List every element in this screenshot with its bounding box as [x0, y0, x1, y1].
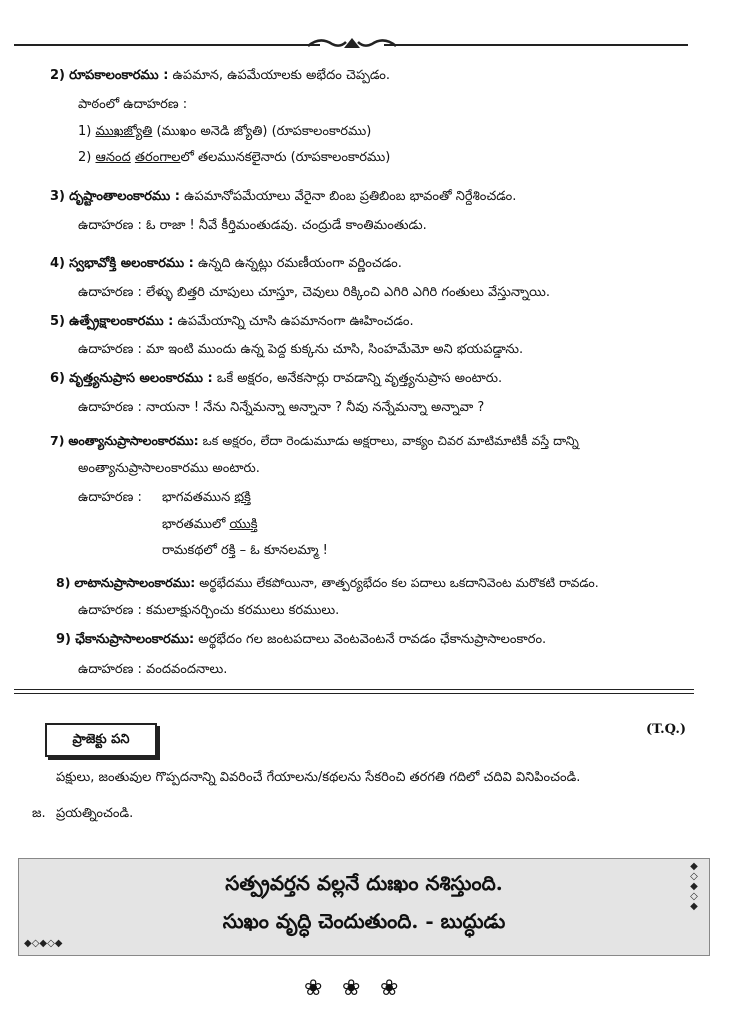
item-5	[50, 314, 414, 332]
example-text: (ముఖం అనెడి జ్యోతి) (రూపకాలంకారము)	[152, 124, 372, 139]
item-number: 4)	[50, 256, 65, 271]
item-definition: అర్థభేదం గల జంటపదాలు వెంటవెంటనే రావడం ఛేకానుప్రాసాలంకారం.	[194, 632, 547, 647]
item-number: 5)	[50, 314, 65, 329]
item-definition: ఉన్నది ఉన్నట్లు రమణీయంగా వర్ణించడం.	[193, 256, 402, 271]
floral-ornament-icon: ❀	[342, 976, 361, 1001]
underlined-word: యుక్తి	[229, 517, 258, 532]
example-text: లో తలమునకలైనారు (రూపకాలంకారము)	[180, 150, 391, 165]
item-7-continuation: అంత్యానుప్రాసాలంకారము అంటారు.	[78, 461, 260, 476]
example-5: ఉదాహరణ : మా ఇంటి ముందు ఉన్న పెద్ద కుక్కను చూసి, సింహమేమో అని భయపడ్డాను.	[78, 342, 524, 357]
project-instruction: పక్షులు, జంతువుల గొప్పదనాన్ని వివరించే గేయాలను/కథలను సేకరించి తరగతి గదిలో చదివి వినిపించండి.	[56, 770, 581, 785]
example-7-line-1	[162, 490, 251, 508]
answer-label: జ.	[32, 806, 46, 821]
project-work-title: ప్రాజెక్టు పని	[45, 723, 157, 757]
quote-line-1: సత్ప్రవర్తన వల్లనే దుఃఖం నశిస్తుంది.	[225, 871, 503, 895]
underlined-word: భక్తి	[234, 490, 251, 505]
item-term: లాటానుప్రాసాలంకారము:	[74, 575, 196, 590]
underlined-word: తరంగాల	[134, 150, 181, 165]
example-9: ఉదాహరణ : వందవందనాలు.	[78, 662, 228, 677]
item-term: ఉత్ప్రేక్షాలంకారము :	[69, 314, 174, 329]
underlined-word: ఆనంద	[95, 150, 131, 165]
quote-box	[18, 858, 710, 956]
item-3	[50, 189, 516, 207]
floral-ornament-icon: ❀	[380, 976, 399, 1001]
item-number: 2)	[50, 68, 65, 83]
section-divider	[14, 689, 694, 690]
item-definition: ఒక అక్షరం, లేదా రెండుమూడు అక్షరాలు, వాక్యం చివర మాటిమాటికీ వస్తే దాన్ని	[198, 433, 579, 448]
item-term: స్వభావోక్తి అలంకారము :	[69, 256, 194, 271]
ornament-flourish	[306, 34, 398, 54]
item-number: 6)	[50, 371, 65, 386]
item-9	[56, 632, 546, 650]
example-8: ఉదాహరణ : కమలాక్షునర్చించు కరములు కరములు.	[78, 603, 340, 618]
item-term: దృష్టాంతాలంకారము :	[69, 189, 180, 204]
top-rule-left	[14, 44, 320, 46]
example-6: ఉదాహరణ : నాయనా ! నేను నిన్నేమన్నా అన్నానా ? నీవు నన్నేమన్నా అన్నావా ?	[78, 400, 485, 415]
item-number: 3)	[50, 189, 65, 204]
project-tag: (T.Q.)	[646, 722, 687, 737]
item-definition: ఉపమాన, ఉపమేయాలకు అభేదం చెప్పడం.	[168, 68, 391, 83]
item-2	[50, 68, 390, 86]
example-number: 1)	[78, 124, 92, 139]
floral-ornament-icon: ❀	[304, 976, 323, 1001]
item-term: అంత్యానుప్రాసాలంకారము:	[68, 433, 199, 448]
lesson-example-1	[78, 124, 371, 142]
item-6	[50, 371, 502, 389]
poem-text: భాగవతమున	[162, 490, 235, 505]
item-term: వృత్త్యనుప్రాస అలంకారము :	[69, 371, 213, 386]
item-definition: అర్థభేదము లేకపోయినా, తాత్పర్యభేదం కల పదాలు ఒకదానివెంట మరొకటి రావడం.	[195, 575, 599, 590]
underlined-word: ముఖజ్యోతి	[95, 124, 153, 139]
example-number: 2)	[78, 150, 92, 165]
item-number: 7)	[50, 433, 65, 448]
item-number: 8)	[56, 575, 71, 590]
item-number: 9)	[56, 632, 71, 647]
item-7	[50, 433, 579, 452]
poem-text: భారతములో	[162, 517, 230, 532]
example-7-label: ఉదాహరణ :	[78, 490, 142, 505]
example-4: ఉదాహరణ : లేళ్ళు బిత్తరి చూపులు చూస్తూ, చెవులు రిక్కించి ఎగిరి ఎగిరి గంతులు వేస్తున్నాయి.	[78, 285, 550, 300]
item-term: ఛేకానుప్రాసాలంకారము:	[75, 632, 195, 647]
diamond-border-icon: ◆ ◇ ◆ ◇ ◆	[690, 861, 698, 912]
answer-text: ప్రయత్నించండి.	[56, 806, 134, 821]
lesson-example-2	[78, 150, 390, 168]
example-7-line-3: రామకథలో రక్తి – ఓ కూనలమ్మా !	[162, 543, 328, 558]
item-term: రూపకాలంకారము :	[69, 68, 169, 83]
item-definition: ఉపమేయాన్ని చూసి ఉపమానంగా ఊహించడం.	[173, 314, 414, 329]
item-definition: ఉపమానోపమేయాలు వేరైనా బింబ ప్రతిబింబ భావంతో నిర్దేశించడం.	[180, 189, 517, 204]
item-8	[56, 575, 599, 594]
item-definition: ఒకే అక్షరం, అనేకసార్లు రావడాన్ని వృత్త్యనుప్రాస అంటారు.	[212, 371, 503, 386]
diamond-border-icon: ◆◇◆◇◆	[24, 938, 63, 949]
top-rule-right	[384, 44, 688, 46]
section-divider	[14, 693, 694, 694]
example-7-line-2	[162, 517, 258, 535]
lesson-example-label: పాఠంలో ఉదాహరణ :	[78, 97, 188, 112]
quote-line-2: సుఖం వృద్ధి చెందుతుంది. - బుద్ధుడు	[222, 909, 506, 933]
item-4	[50, 256, 402, 274]
example-3: ఉదాహరణ : ఓ రాజా ! నీవే కీర్తిమంతుడవు. చంద్రుడే కాంతిమంతుడు.	[78, 218, 427, 233]
